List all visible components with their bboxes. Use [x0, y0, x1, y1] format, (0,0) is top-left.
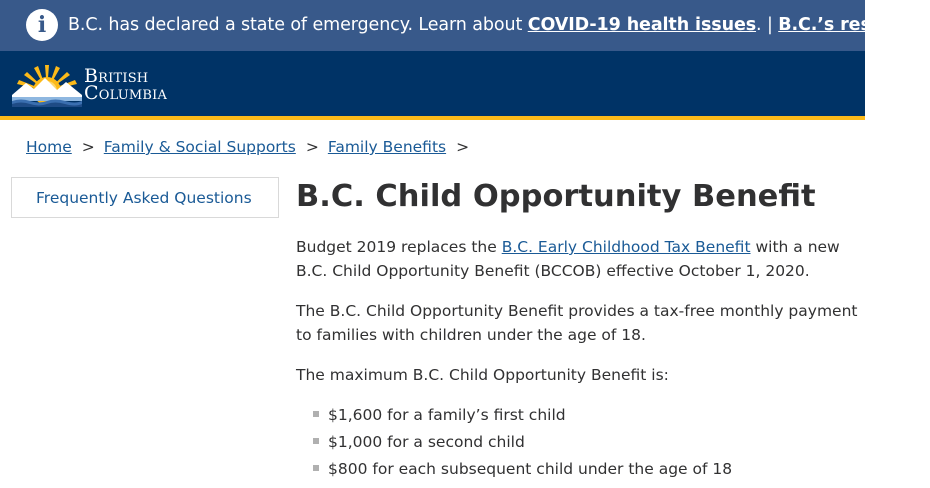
breadcrumb-family-social-supports[interactable]: Family & Social Supports	[103, 138, 296, 156]
covid-health-issues-link[interactable]: COVID-19 health issues	[527, 15, 757, 35]
list-item	[312, 457, 732, 484]
bullet-icon	[313, 411, 319, 417]
list-item	[312, 403, 732, 430]
intro-paragraph	[296, 235, 865, 283]
wordmark-line-2: Columbia	[84, 82, 168, 104]
breadcrumb-home[interactable]: Home	[26, 138, 72, 156]
covid-alert-banner	[0, 0, 930, 51]
early-childhood-tax-benefit-link[interactable]: B.C. Early Childhood Tax Benefit	[501, 238, 751, 256]
alert-text-mid: . |	[756, 15, 779, 35]
list-item	[312, 430, 732, 457]
bc-wordmark	[84, 65, 168, 104]
breadcrumb-separator: >	[456, 138, 470, 156]
page-title: B.C. Child Opportunity Benefit	[296, 179, 816, 214]
breadcrumb	[26, 138, 478, 160]
p1-text-after: with a new B.C. Child Opportunity Benefit (BCCOB) effective October 1, 2020.	[296, 238, 840, 280]
bullet-icon	[313, 465, 319, 471]
site-header	[0, 51, 865, 116]
maximum-benefit-paragraph: The maximum B.C. Child Opportunity Benefit is:	[296, 366, 669, 384]
bc-sun-mountains-logo-icon	[12, 61, 82, 107]
alert-text-before: B.C. has declared a state of emergency. Learn about	[68, 15, 528, 35]
breadcrumb-separator: >	[305, 138, 319, 156]
wordmark-line-1: British	[84, 65, 149, 87]
header-gold-stripe	[0, 116, 865, 120]
bc-response-link[interactable]: B.C.’s response	[778, 15, 930, 35]
benefit-description-paragraph: The B.C. Child Opportunity Benefit provides a tax-free monthly payment to families with children under the age of 18.	[296, 302, 858, 344]
sidenav-item-faq[interactable]: Frequently Asked Questions	[36, 189, 252, 207]
list-item-text: $1,600 for a family’s first child	[328, 406, 566, 424]
alert-message	[68, 0, 930, 51]
bullet-icon	[313, 438, 319, 444]
list-item-text: $800 for each subsequent child under the age of 18	[328, 460, 733, 478]
benefit-amount-list	[312, 403, 732, 484]
side-nav	[11, 177, 279, 218]
breadcrumb-family-benefits[interactable]: Family Benefits	[327, 138, 447, 156]
p1-text-before: Budget 2019 replaces the	[296, 238, 502, 256]
list-item-text: $1,000 for a second child	[328, 433, 525, 451]
info-icon: i	[26, 9, 58, 41]
breadcrumb-separator: >	[81, 138, 95, 156]
